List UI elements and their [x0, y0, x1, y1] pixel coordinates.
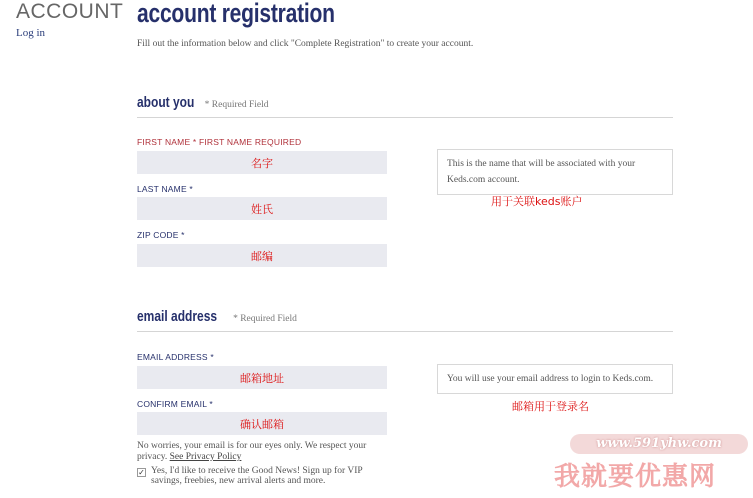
email-section-header [137, 308, 673, 332]
email-address-label: EMAIL ADDRESS * [137, 352, 214, 362]
zip-code-label: ZIP CODE * [137, 230, 185, 240]
last-name-label: LAST NAME * [137, 184, 193, 194]
email-address-input[interactable]: 邮箱地址 [137, 366, 387, 389]
first-name-label: FIRST NAME * FIRST NAME REQUIRED [137, 137, 302, 147]
watermark-text: 我就要优惠网 [554, 462, 717, 492]
email-info-box: You will use your email address to login to Keds.com. [437, 364, 673, 394]
required-field-note: * Required Field [204, 100, 269, 110]
watermark-url: www.591yhw.com [570, 434, 748, 454]
newsletter-option [137, 466, 377, 486]
email-address-heading: email address [137, 308, 218, 325]
name-info-box: This is the name that will be associated with your Keds.com account. [437, 149, 673, 195]
about-you-heading: about you [137, 94, 195, 111]
privacy-policy-link[interactable]: See Privacy Policy [169, 452, 242, 462]
page-title: account registration [137, 0, 335, 28]
privacy-text: No worries, your email is for our eyes only. We respect your privacy. [137, 441, 367, 462]
about-you-section-header [137, 94, 673, 118]
privacy-note [137, 441, 387, 463]
sidebar-title: ACCOUNT [16, 0, 124, 23]
email-info-annotation: 邮箱用于登录名 [512, 400, 589, 413]
newsletter-text: Yes, I'd like to receive the Good News! Sign up for VIP savings, freebies, new arrival alerts and more. [151, 466, 363, 486]
site-watermark [548, 432, 748, 496]
required-field-note: * Required Field [233, 314, 297, 324]
last-name-input[interactable]: 姓氏 [137, 197, 387, 220]
confirm-email-label: CONFIRM EMAIL * [137, 399, 213, 409]
first-name-input[interactable]: 名字 [137, 151, 387, 174]
confirm-email-input[interactable]: 确认邮箱 [137, 412, 387, 435]
intro-text: Fill out the information below and click "Complete Registration" to create your account. [137, 39, 474, 49]
newsletter-checkbox[interactable]: ✓ [138, 468, 145, 477]
name-info-annotation: 用于关联keds账户 [491, 195, 583, 208]
zip-code-input[interactable]: 邮编 [137, 244, 387, 267]
login-link[interactable]: Log in [16, 27, 46, 39]
